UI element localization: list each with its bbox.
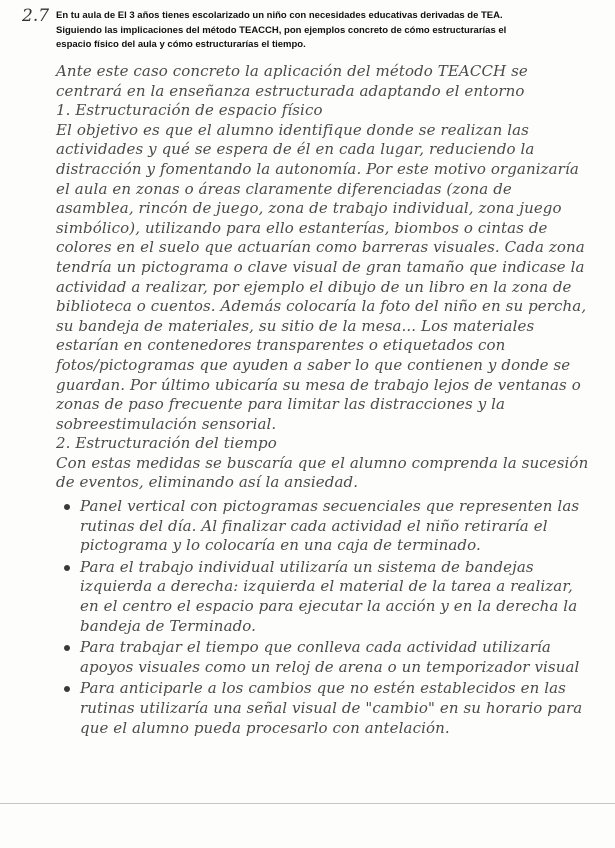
section-body-time: Con estas medidas se buscaría que el alumno comprenda la sucesión de eventos, eliminando así la ansiedad. [56, 453, 589, 492]
list-item: Para anticiparle a los cambios que no estén establecidos en las rutinas utilizaría una señal visual de "cambio" en su horario para que el alumno pueda procesarlo con antelación. [64, 679, 591, 738]
bullet-icon [64, 686, 70, 692]
handwritten-answer [56, 62, 591, 740]
answer-intro: Ante este caso concreto la aplicación del método TEACCH se centrará en la enseñanza estructurada adaptando el entorno [56, 62, 528, 100]
bullet-icon [64, 504, 70, 510]
section-body-space: El objetivo es que el alumno identifique donde se realizan las actividades y qué se espera de él en cada lugar, reduciendo la distracción y fomentando la autonomía. Por este motivo organizaría el aula en zonas o áreas claramente diferenciadas (zona de asamblea, rincón de juego, zona de trabajo individual, zona juego simbólico), utilizando para ello estanterías, biombos o cintas de colores en el suelo que actuarían como barreras visuales. Cada zona tendría un pictograma o clave visual de gran tamaño que indicase la actividad a realizar, por ejemplo el dibujo de un libro en la zona de biblioteca o cuentos. Además colocaría la foto del niño en su percha, su bandeja de materiales, su sitio de la mesa... Los materiales estarían en contenedores transparentes o etiquetados con fotos/pictogramas que ayuden a saber lo que contienen y donde se guardan. Por último ubicaría su mesa de trabajo lejos de ventanas o zonas de paso frecuente para limitar las distracciones y la sobreestimulación sensorial. [56, 120, 587, 433]
bullet-icon [64, 645, 70, 651]
page-edge-line [0, 803, 615, 804]
list-item: Panel vertical con pictogramas secuenciales que representen las rutinas del día. Al finalizar cada actividad el niño retiraría el pictograma y lo colocaría en una caja de terminado. [64, 497, 591, 556]
question-number: 2.7 [22, 6, 50, 26]
section-heading-space: 1. Estructuración de espacio físico [56, 101, 323, 120]
section-heading-time: 2. Estructuración del tiempo [56, 434, 277, 453]
bullet-icon [64, 565, 70, 571]
list-item: Para el trabajo individual utilizaría un sistema de bandejas izquierda a derecha: izquierda el material de la tarea a realizar, en el centro el espacio para ejecutar la acción y en la derecha la bandeja de Terminado. [64, 558, 591, 636]
question-prompt: En tu aula de El 3 años tienes escolarizado un niño con necesidades educativas derivadas de TEA. Siguiendo las implicaciones del método TEACCH, pon ejemplos concreto de cómo estructurarías el espacio físico del aula y cómo estructurarías el tiempo. [56, 10, 507, 50]
list-item: Para trabajar el tiempo que conlleva cada actividad utilizaría apoyos visuales como un reloj de arena o un temporizador visual [64, 638, 591, 677]
time-strategies-list [56, 497, 591, 738]
